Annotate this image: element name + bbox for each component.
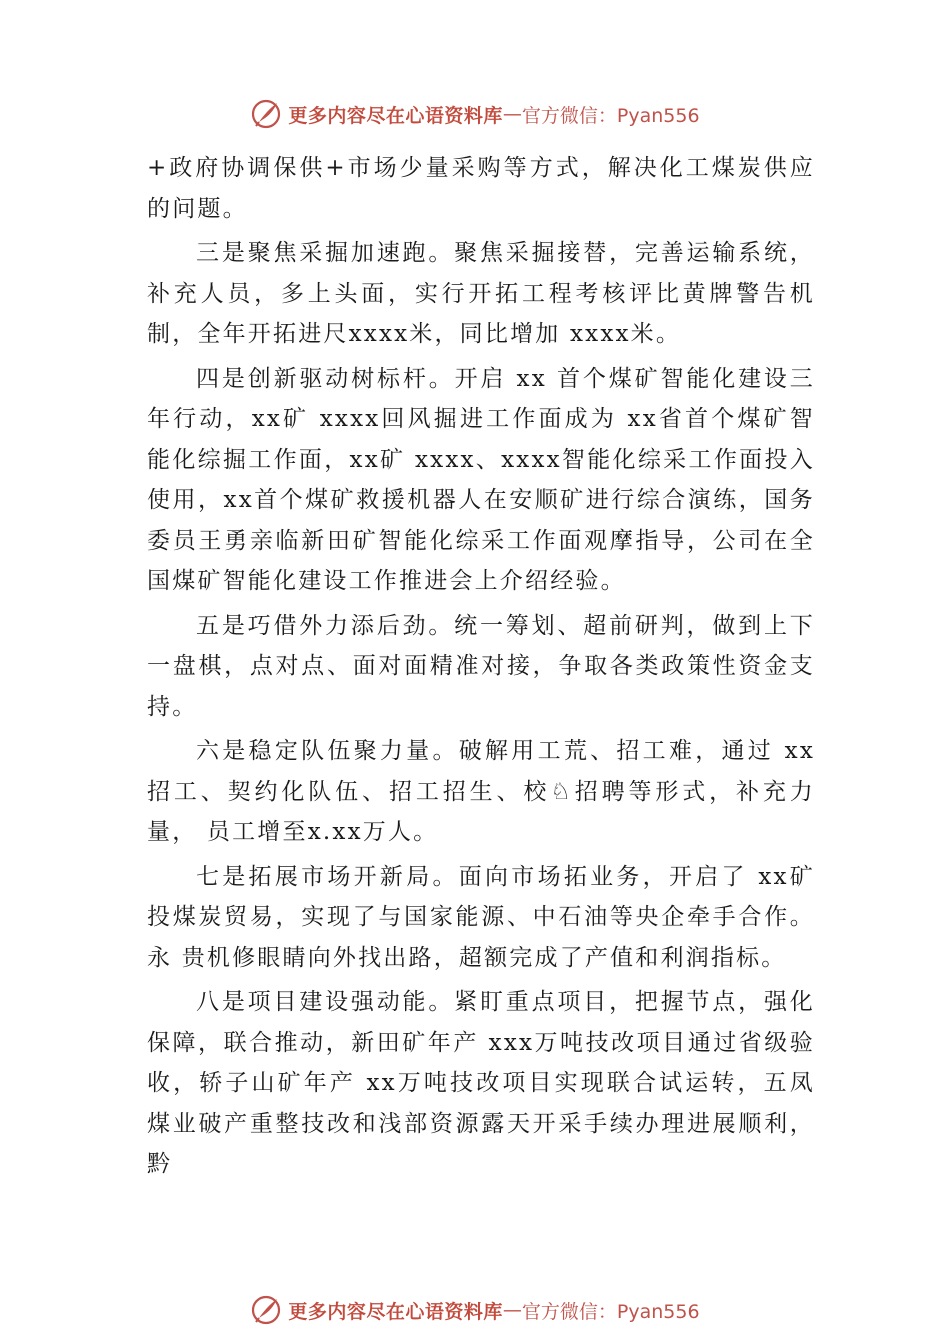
paragraph-5: 六是稳定队伍聚力量。破解用工荒、招工难，通过 xx招工、契约化队伍、招工招生、校♘招聘等形式，补充力量， 员工增至x.xx万人。 bbox=[147, 738, 815, 845]
feather-pen-circle-icon bbox=[250, 1294, 282, 1326]
banner-lead-text: 更多内容尽在心语资料库 bbox=[288, 104, 503, 127]
banner-dash: — bbox=[502, 1299, 522, 1321]
paragraph-4: 五是巧借外力添后劲。统一筹划、超前研判，做到上下一盘棋，点对点、面对面精准对接，争取各类政策性资金支持。 bbox=[147, 612, 815, 720]
banner-dash: — bbox=[502, 103, 522, 125]
banner-tail-text: 官方微信：Pyan556 bbox=[521, 104, 700, 127]
paragraph-6: 七是拓展市场开新局。面向市场拓业务，开启了 xx矿投煤炭贸易，实现了与国家能源、中石油等央企牵手合作。永 贵机修眼睛向外找出路，超额完成了产值和利润指标。 bbox=[147, 863, 815, 971]
banner-tail-text: 官方微信：Pyan556 bbox=[521, 1300, 700, 1323]
document-body bbox=[147, 148, 815, 1189]
paragraph-7: 八是项目建设强动能。紧盯重点项目，把握节点，强化保障，联合推动，新田矿年产 xxx万吨技改项目通过省级验收，轿子山矿年产 xx万吨技改项目实现联合试运转，五凤煤业破产重整技改和浅部资源露天开采手续办理进展顺利，黔 bbox=[147, 989, 815, 1177]
banner-lead-text: 更多内容尽在心语资料库 bbox=[288, 1300, 503, 1323]
paragraph-2: 三是聚焦采掘加速跑。聚焦采掘接替，完善运输系统，补充人员，多上头面，实行开拓工程考核评比黄牌警告机制，全年开拓进尺xxxx米，同比增加 xxxx米。 bbox=[147, 240, 815, 347]
header-watermark-banner bbox=[0, 94, 950, 134]
paragraph-3: 四是创新驱动树标杆。开启 xx 首个煤矿智能化建设三年行动，xx矿 xxxx回风掘进工作面成为 xx省首个煤矿智能化综掘工作面，xx矿 xxxx、xxxx智能化综采工作面投入使用，xx首个煤矿救援机器人在安顺矿进行综合演练，国务委员王勇亲临新田矿智能化综采工作面观摩指导，公司在全国煤矿智能化建设工作推进会上介绍经验。 bbox=[147, 365, 815, 594]
feather-pen-circle-icon bbox=[250, 98, 282, 130]
paragraph-1: +政府协调保供+市场少量采购等方式，解决化工煤炭供应的问题。 bbox=[147, 155, 815, 222]
footer-watermark-banner bbox=[0, 1290, 950, 1330]
